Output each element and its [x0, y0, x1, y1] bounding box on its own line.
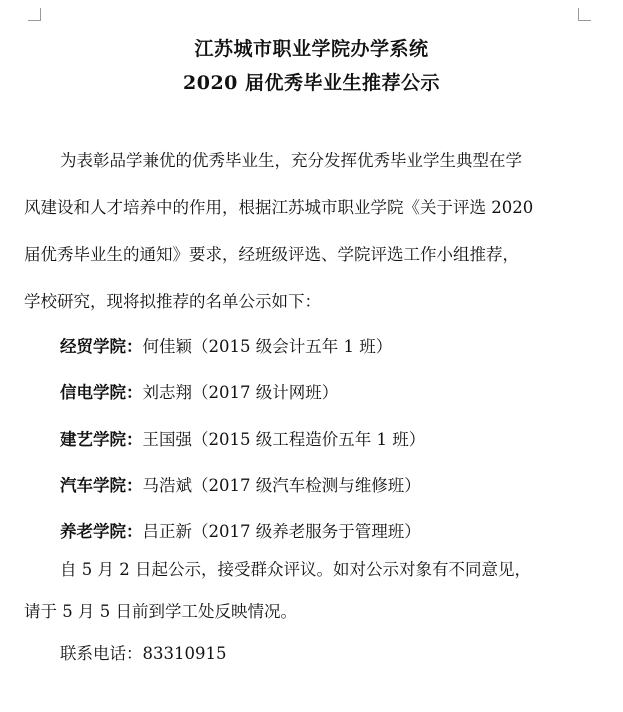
page-corner-mark-right — [578, 8, 591, 21]
intro-line-3: 届优秀毕业生的通知》要求，经班级评选、学院评选工作小组推荐， — [24, 245, 519, 264]
nominee-department: 建艺学院： — [60, 430, 143, 449]
nominee-department: 信电学院： — [60, 383, 143, 402]
nominee-row — [60, 426, 425, 450]
nominee-row — [60, 472, 421, 496]
page-corner-mark-left — [28, 8, 41, 21]
nominee-department: 汽车学院： — [60, 476, 143, 495]
nominee-detail: 何佳颖（2015 级会计五年 1 班） — [142, 337, 393, 356]
contact-phone: 联系电话：83310915 — [60, 644, 227, 663]
nominee-detail: 马浩斌（2017 级汽车检测与维修班） — [142, 476, 421, 495]
nominee-row — [60, 333, 392, 357]
intro-line-4: 学校研究，现将拟推荐的名单公示如下： — [24, 292, 321, 311]
nominee-detail: 王国强（2015 级工程造价五年 1 班） — [142, 430, 426, 449]
nominee-detail: 刘志翔（2017 级计网班） — [142, 383, 339, 402]
notice-line-2: 请于 5 月 5 日前到学工处反映情况。 — [24, 602, 297, 621]
document-title-line-2: 2020 届优秀毕业生推荐公示 — [183, 72, 440, 94]
nominee-department: 经贸学院： — [60, 337, 143, 356]
document-title-line-1: 江苏城市职业学院办学系统 — [194, 38, 429, 60]
nominee-detail: 吕正新（2017 级养老服务于管理班） — [142, 522, 421, 541]
nominee-row — [60, 518, 421, 542]
nominee-department: 养老学院： — [60, 522, 143, 541]
notice-line-1: 自 5 月 2 日起公示，接受群众评议。如对公示对象有不同意见， — [60, 560, 531, 579]
nominee-row — [60, 379, 338, 403]
intro-line-1: 为表彰品学兼优的优秀毕业生，充分发挥优秀毕业学生典型在学 — [60, 151, 522, 170]
intro-line-2: 风建设和人才培养中的作用，根据江苏城市职业学院《关于评选 2020 — [24, 198, 534, 217]
